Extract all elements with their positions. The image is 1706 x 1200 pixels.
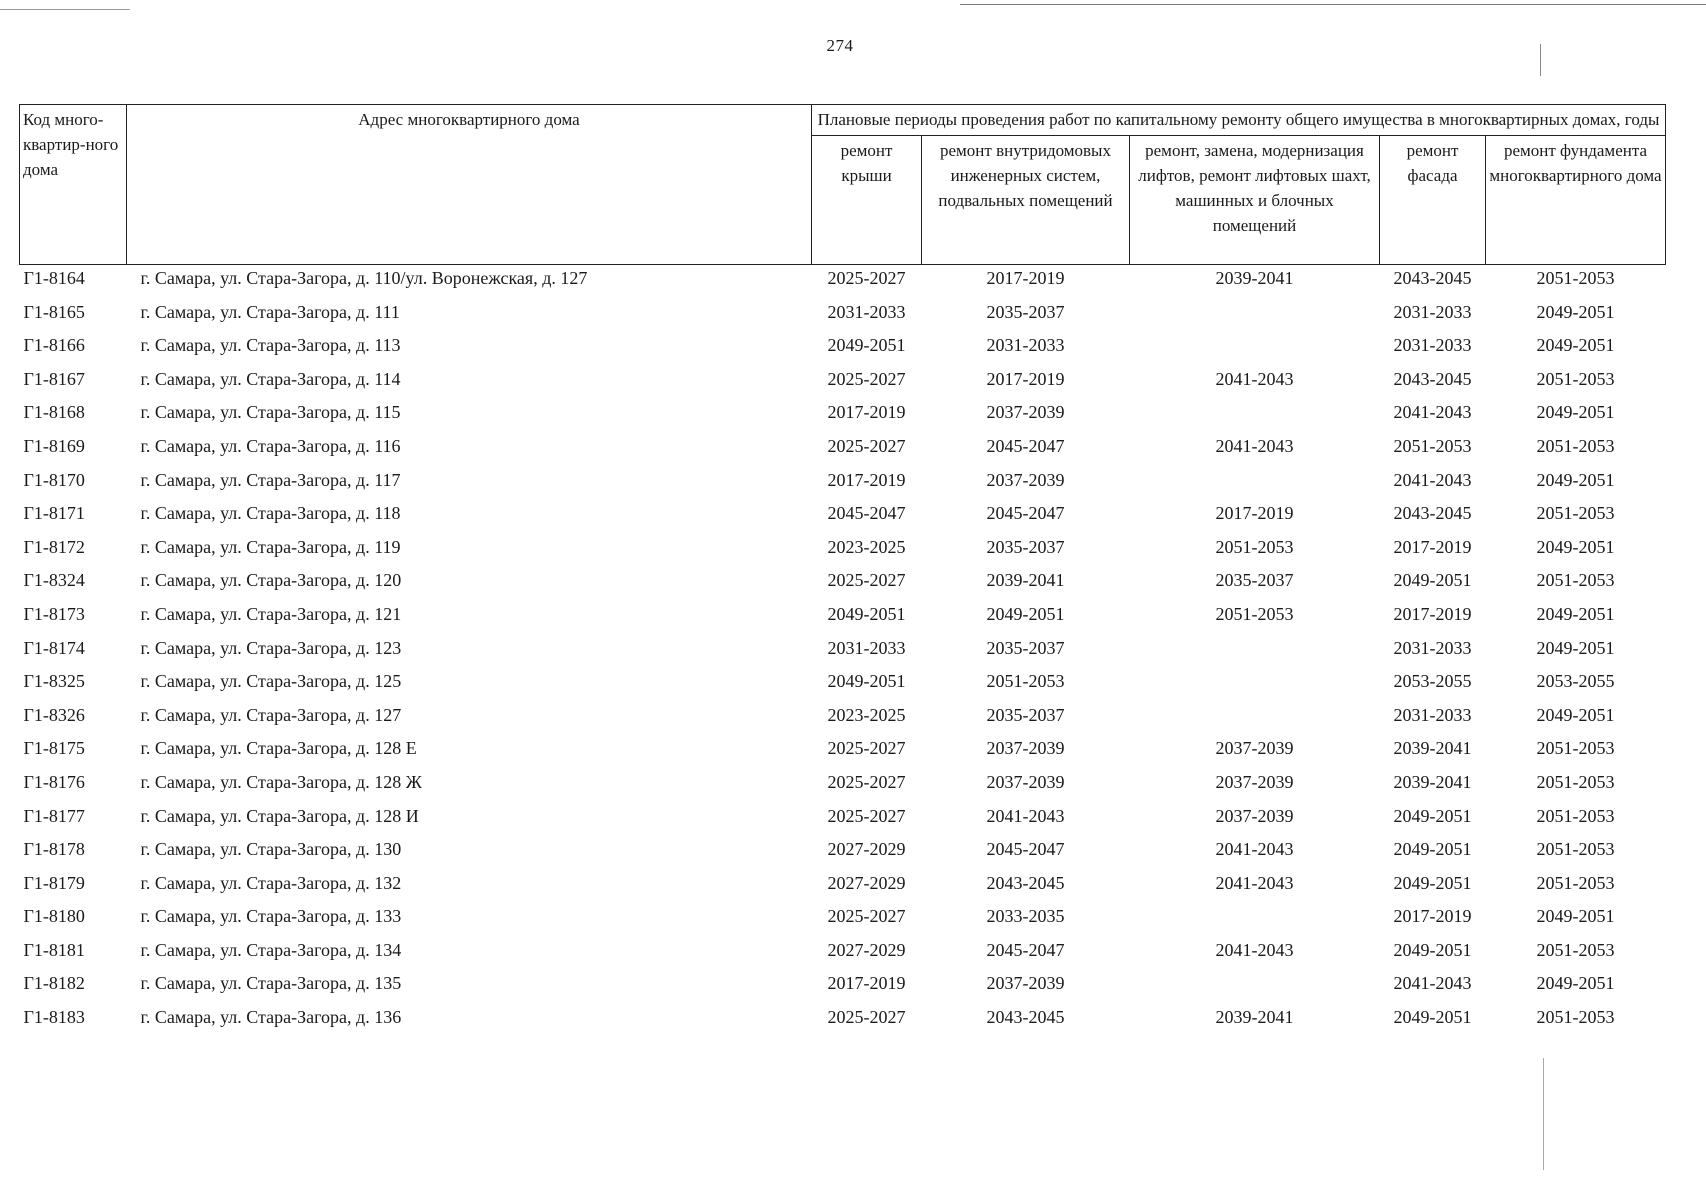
table-row [20, 838, 1666, 872]
cell-facade-period: 2017-2019 [1393, 906, 1472, 927]
cell-systems-period: 2017-2019 [986, 268, 1065, 288]
cell-roof-period: 2025-2027 [827, 771, 906, 792]
cell-lifts-period: 2051-2053 [1215, 536, 1294, 557]
cell-lifts-period: 2037-2039 [1215, 805, 1294, 826]
table-row [20, 502, 1666, 536]
cell-lifts-period: 2041-2043 [1215, 939, 1294, 960]
table-header [20, 105, 1666, 265]
cell-foundation-period: 2051-2053 [1536, 1007, 1615, 1028]
cell-lifts-period [1130, 972, 1380, 1006]
cell-house-code: Г1-8167 [23, 368, 85, 389]
cell-foundation-period: 2049-2051 [1536, 469, 1615, 490]
table-row [20, 603, 1666, 637]
cell-foundation-period: 2051-2053 [1536, 805, 1615, 826]
cell-house-code: Г1-8171 [23, 503, 85, 524]
cell-address: г. Самара, ул. Стара-Загора, д. 121 [140, 603, 402, 624]
table-row [20, 469, 1666, 503]
cell-house-code: Г1-8175 [23, 738, 85, 759]
cell-lifts-period [1130, 637, 1380, 671]
table-row [20, 670, 1666, 704]
header-roof-repair: ремонт крыши [812, 136, 922, 265]
header-row-1 [20, 105, 1666, 136]
cell-address: г. Самара, ул. Стара-Загора, д. 120 [140, 570, 402, 591]
cell-systems-period: 2051-2053 [986, 671, 1065, 692]
table-row [20, 737, 1666, 771]
cell-house-code: Г1-8166 [23, 335, 85, 356]
cell-systems-period: 2037-2039 [986, 771, 1065, 792]
cell-roof-period: 2045-2047 [827, 503, 906, 524]
table-row [20, 334, 1666, 368]
cell-systems-period: 2045-2047 [986, 839, 1065, 860]
cell-house-code: Г1-8181 [23, 939, 85, 960]
cell-foundation-period: 2049-2051 [1536, 906, 1615, 927]
cell-lifts-period: 2039-2041 [1215, 1007, 1294, 1028]
cell-address: г. Самара, ул. Стара-Загора, д. 119 [140, 536, 401, 557]
cell-facade-period: 2039-2041 [1393, 738, 1472, 759]
cell-lifts-period [1130, 301, 1380, 335]
cell-foundation-period: 2049-2051 [1536, 301, 1615, 322]
table-body [20, 265, 1666, 1040]
cell-lifts-period: 2039-2041 [1215, 268, 1294, 288]
cell-house-code: Г1-8324 [23, 570, 85, 591]
cell-house-code: Г1-8179 [23, 872, 85, 893]
cell-foundation-period: 2049-2051 [1536, 637, 1615, 658]
capital-repair-schedule-table [19, 104, 1666, 1040]
cell-systems-period: 2039-2041 [986, 570, 1065, 591]
cell-address: г. Самара, ул. Стара-Загора, д. 130 [140, 839, 402, 860]
cell-house-code: Г1-8170 [23, 469, 85, 490]
cell-house-code: Г1-8325 [23, 671, 85, 692]
scan-artifact-top-left [0, 9, 130, 10]
cell-foundation-period: 2051-2053 [1536, 839, 1615, 860]
cell-foundation-period: 2049-2051 [1536, 973, 1615, 994]
cell-foundation-period: 2049-2051 [1536, 704, 1615, 725]
cell-systems-period: 2043-2045 [986, 1007, 1065, 1028]
cell-foundation-period: 2051-2053 [1536, 503, 1615, 524]
cell-roof-period: 2025-2027 [827, 268, 906, 288]
scan-artifact-top-right [960, 4, 1706, 5]
cell-systems-period: 2035-2037 [986, 536, 1065, 557]
cell-address: г. Самара, ул. Стара-Загора, д. 132 [140, 872, 402, 893]
cell-roof-period: 2017-2019 [827, 469, 906, 490]
header-address: Адрес многоквартирного дома [127, 105, 812, 265]
cell-address: г. Самара, ул. Стара-Загора, д. 123 [140, 637, 402, 658]
cell-house-code: Г1-8183 [23, 1007, 85, 1028]
table-row [20, 905, 1666, 939]
cell-house-code: Г1-8173 [23, 603, 85, 624]
cell-house-code: Г1-8177 [23, 805, 85, 826]
cell-systems-period: 2035-2037 [986, 301, 1065, 322]
header-code: Код много-квартир-ного дома [20, 105, 127, 265]
cell-address: г. Самара, ул. Стара-Загора, д. 118 [140, 503, 401, 524]
cell-address: г. Самара, ул. Стара-Загора, д. 113 [140, 335, 401, 356]
table-row [20, 939, 1666, 973]
cell-roof-period: 2025-2027 [827, 906, 906, 927]
cell-facade-period: 2041-2043 [1393, 469, 1472, 490]
cell-lifts-period: 2041-2043 [1215, 872, 1294, 893]
cell-lifts-period [1130, 401, 1380, 435]
cell-systems-period: 2033-2035 [986, 906, 1065, 927]
page-number: 274 [826, 36, 854, 55]
cell-roof-period: 2049-2051 [827, 671, 906, 692]
cell-facade-period: 2039-2041 [1393, 771, 1472, 792]
cell-house-code: Г1-8168 [23, 402, 85, 423]
cell-house-code: Г1-8172 [23, 536, 85, 557]
cell-systems-period: 2045-2047 [986, 939, 1065, 960]
cell-lifts-period: 2037-2039 [1215, 771, 1294, 792]
cell-lifts-period [1130, 905, 1380, 939]
cell-foundation-period: 2051-2053 [1536, 368, 1615, 389]
cell-foundation-period: 2051-2053 [1536, 939, 1615, 960]
cell-lifts-period: 2037-2039 [1215, 738, 1294, 759]
cell-address: г. Самара, ул. Стара-Загора, д. 116 [140, 435, 401, 456]
cell-address: г. Самара, ул. Стара-Загора, д. 128 И [140, 805, 419, 826]
table-row [20, 435, 1666, 469]
cell-facade-period: 2031-2033 [1393, 335, 1472, 356]
cell-address: г. Самара, ул. Стара-Загора, д. 136 [140, 1007, 402, 1028]
header-lift-repair: ремонт, замена, модернизация лифтов, ремонт лифтовых шахт, машинных и блочных помещений [1130, 136, 1380, 265]
cell-foundation-period: 2051-2053 [1536, 771, 1615, 792]
cell-facade-period: 2043-2045 [1393, 503, 1472, 524]
cell-facade-period: 2041-2043 [1393, 402, 1472, 423]
cell-roof-period: 2025-2027 [827, 368, 906, 389]
table-row [20, 301, 1666, 335]
cell-foundation-period: 2053-2055 [1536, 671, 1615, 692]
cell-address: г. Самара, ул. Стара-Загора, д. 110/ул. Воронежская, д. 127 [140, 268, 588, 288]
cell-facade-period: 2049-2051 [1393, 939, 1472, 960]
cell-systems-period: 2017-2019 [986, 368, 1065, 389]
cell-foundation-period: 2051-2053 [1536, 738, 1615, 759]
cell-address: г. Самара, ул. Стара-Загора, д. 135 [140, 973, 402, 994]
cell-facade-period: 2017-2019 [1393, 603, 1472, 624]
cell-facade-period: 2041-2043 [1393, 973, 1472, 994]
cell-foundation-period: 2049-2051 [1536, 335, 1615, 356]
cell-roof-period: 2025-2027 [827, 570, 906, 591]
cell-roof-period: 2049-2051 [827, 335, 906, 356]
cell-foundation-period: 2051-2053 [1536, 435, 1615, 456]
cell-systems-period: 2037-2039 [986, 973, 1065, 994]
cell-house-code: Г1-8174 [23, 637, 85, 658]
cell-foundation-period: 2049-2051 [1536, 402, 1615, 423]
cell-lifts-period: 2041-2043 [1215, 839, 1294, 860]
header-foundation-repair: ремонт фундамента многоквартирного дома [1486, 136, 1666, 265]
cell-systems-period: 2031-2033 [986, 335, 1065, 356]
cell-house-code: Г1-8180 [23, 906, 85, 927]
cell-address: г. Самара, ул. Стара-Загора, д. 134 [140, 939, 402, 960]
cell-address: г. Самара, ул. Стара-Загора, д. 111 [140, 301, 400, 322]
cell-systems-period: 2035-2037 [986, 637, 1065, 658]
cell-roof-period: 2023-2025 [827, 536, 906, 557]
cell-roof-period: 2025-2027 [827, 738, 906, 759]
table-row [20, 872, 1666, 906]
cell-house-code: Г1-8178 [23, 839, 85, 860]
table-row [20, 368, 1666, 402]
cell-systems-period: 2049-2051 [986, 603, 1065, 624]
cell-lifts-period [1130, 670, 1380, 704]
table-row [20, 265, 1666, 301]
cell-facade-period: 2031-2033 [1393, 637, 1472, 658]
cell-systems-period: 2045-2047 [986, 435, 1065, 456]
cell-address: г. Самара, ул. Стара-Загора, д. 114 [140, 368, 401, 389]
cell-roof-period: 2017-2019 [827, 402, 906, 423]
cell-roof-period: 2031-2033 [827, 637, 906, 658]
header-engineering-systems-repair: ремонт внутридомовых инженерных систем, подвальных помещений [922, 136, 1130, 265]
cell-facade-period: 2049-2051 [1393, 570, 1472, 591]
cell-address: г. Самара, ул. Стара-Загора, д. 128 Ж [140, 771, 422, 792]
table-row [20, 1006, 1666, 1040]
cell-systems-period: 2041-2043 [986, 805, 1065, 826]
cell-house-code: Г1-8182 [23, 973, 85, 994]
cell-facade-period: 2017-2019 [1393, 536, 1472, 557]
cell-facade-period: 2049-2051 [1393, 805, 1472, 826]
cell-address: г. Самара, ул. Стара-Загора, д. 133 [140, 906, 402, 927]
cell-roof-period: 2027-2029 [827, 839, 906, 860]
cell-address: г. Самара, ул. Стара-Загора, д. 115 [140, 402, 401, 423]
table-row [20, 771, 1666, 805]
cell-roof-period: 2025-2027 [827, 805, 906, 826]
cell-house-code: Г1-8326 [23, 704, 85, 725]
cell-address: г. Самара, ул. Стара-Загора, д. 127 [140, 704, 402, 725]
table-row [20, 972, 1666, 1006]
cell-lifts-period [1130, 334, 1380, 368]
cell-lifts-period [1130, 704, 1380, 738]
cell-roof-period: 2023-2025 [827, 704, 906, 725]
cell-lifts-period: 2051-2053 [1215, 603, 1294, 624]
cell-roof-period: 2049-2051 [827, 603, 906, 624]
cell-address: г. Самара, ул. Стара-Загора, д. 125 [140, 671, 402, 692]
cell-roof-period: 2031-2033 [827, 301, 906, 322]
cell-lifts-period [1130, 469, 1380, 503]
cell-foundation-period: 2051-2053 [1536, 268, 1615, 288]
cell-foundation-period: 2051-2053 [1536, 570, 1615, 591]
cell-lifts-period: 2041-2043 [1215, 368, 1294, 389]
cell-roof-period: 2017-2019 [827, 973, 906, 994]
table-row [20, 805, 1666, 839]
header-facade-repair: ремонт фасада [1380, 136, 1486, 265]
cell-systems-period: 2035-2037 [986, 704, 1065, 725]
header-planned-periods: Плановые периоды проведения работ по капитальному ремонту общего имущества в многоквартирных домах, годы [812, 105, 1666, 136]
table-row [20, 637, 1666, 671]
cell-roof-period: 2025-2027 [827, 435, 906, 456]
cell-lifts-period: 2041-2043 [1215, 435, 1294, 456]
cell-lifts-period: 2035-2037 [1215, 570, 1294, 591]
cell-facade-period: 2049-2051 [1393, 872, 1472, 893]
cell-lifts-period: 2017-2019 [1215, 503, 1294, 524]
cell-facade-period: 2049-2051 [1393, 839, 1472, 860]
scan-artifact-right-lower [1543, 1058, 1544, 1170]
cell-systems-period: 2037-2039 [986, 738, 1065, 759]
cell-systems-period: 2045-2047 [986, 503, 1065, 524]
cell-facade-period: 2031-2033 [1393, 301, 1472, 322]
cell-house-code: Г1-8164 [23, 268, 85, 288]
cell-address: г. Самара, ул. Стара-Загора, д. 117 [140, 469, 401, 490]
table-row [20, 704, 1666, 738]
cell-house-code: Г1-8176 [23, 771, 85, 792]
table-row [20, 401, 1666, 435]
table-row [20, 536, 1666, 570]
cell-systems-period: 2037-2039 [986, 402, 1065, 423]
cell-foundation-period: 2051-2053 [1536, 872, 1615, 893]
cell-systems-period: 2043-2045 [986, 872, 1065, 893]
cell-facade-period: 2043-2045 [1393, 368, 1472, 389]
cell-facade-period: 2031-2033 [1393, 704, 1472, 725]
cell-roof-period: 2027-2029 [827, 939, 906, 960]
cell-roof-period: 2025-2027 [827, 1007, 906, 1028]
cell-facade-period: 2043-2045 [1393, 268, 1472, 288]
cell-systems-period: 2037-2039 [986, 469, 1065, 490]
table-row [20, 569, 1666, 603]
cell-house-code: Г1-8169 [23, 435, 85, 456]
cell-facade-period: 2051-2053 [1393, 435, 1472, 456]
cell-foundation-period: 2049-2051 [1536, 603, 1615, 624]
cell-address: г. Самара, ул. Стара-Загора, д. 128 Е [140, 738, 417, 759]
cell-facade-period: 2053-2055 [1393, 671, 1472, 692]
cell-foundation-period: 2049-2051 [1536, 536, 1615, 557]
cell-facade-period: 2049-2051 [1393, 1007, 1472, 1028]
cell-house-code: Г1-8165 [23, 301, 85, 322]
cell-roof-period: 2027-2029 [827, 872, 906, 893]
